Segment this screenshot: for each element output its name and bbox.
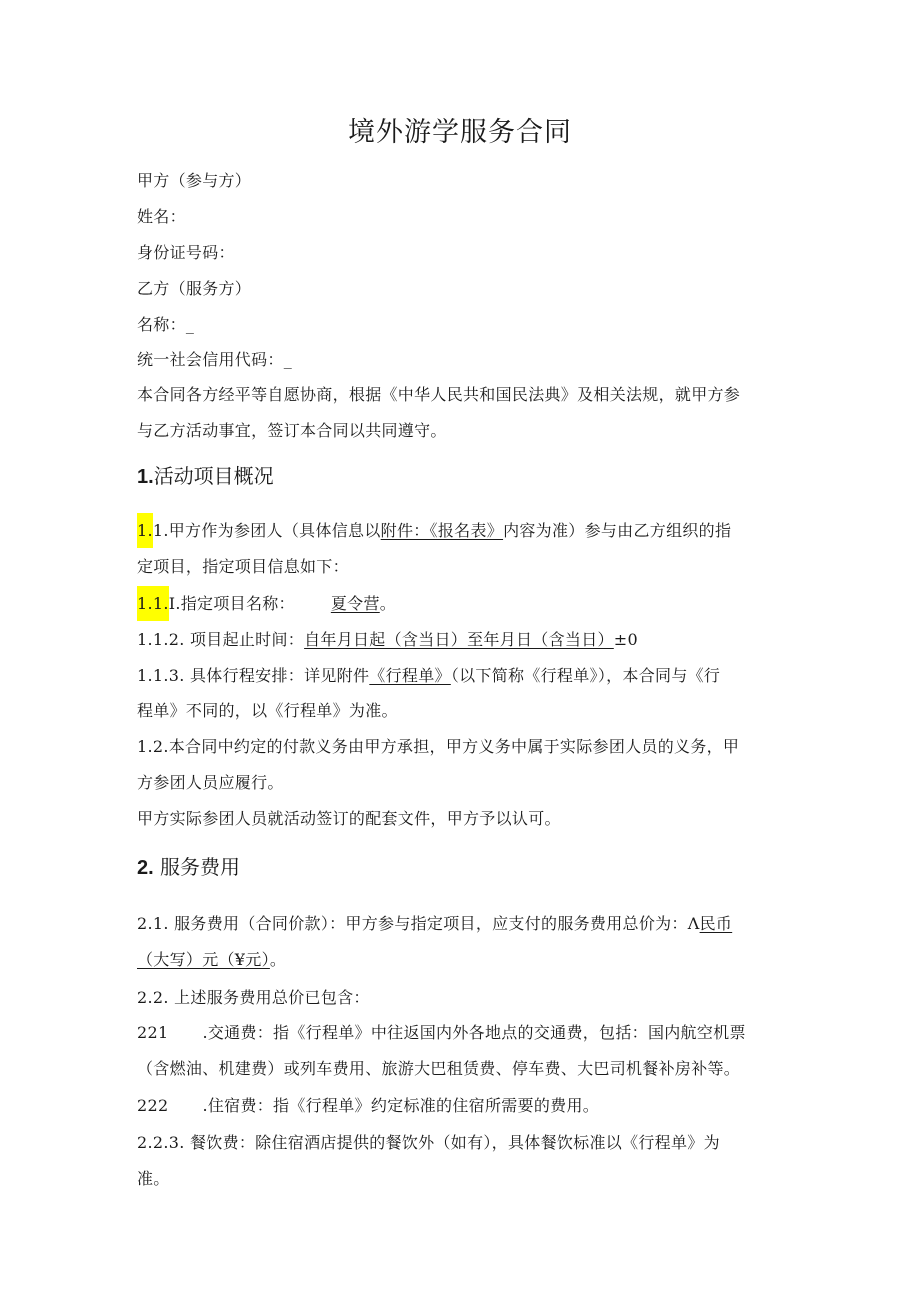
- attachment-itinerary-link[interactable]: 《行程单》: [369, 666, 451, 685]
- party-b-credit-label: 统一社会信用代码：_: [137, 350, 293, 369]
- party-a-header: 甲方（参与方）: [137, 171, 252, 190]
- party-a-id-label: 身份证号码：: [137, 243, 235, 262]
- clause-1-1-line-1: [137, 518, 731, 541]
- clause-2-2-1-number: 221: [137, 1023, 169, 1042]
- clause-2-1-line-1: [137, 911, 732, 934]
- section-1-title: 活动项目概况: [153, 464, 274, 488]
- fee-currency-value: 民币: [699, 914, 733, 933]
- document-title: 境外游学服务合同: [348, 117, 572, 148]
- clause-1-1-line-2: 定项目，指定项目信息如下：: [137, 557, 349, 576]
- clause-1-1-pre: 1.甲方作为参团人（具体信息以: [152, 521, 381, 540]
- clause-2-2-1-line-1: [137, 1020, 746, 1043]
- clause-1-1-2: [137, 627, 638, 650]
- clause-2-1-line-2: [137, 947, 286, 970]
- highlight-mark: 1.: [137, 513, 153, 548]
- clause-1-1-1-pre: I.指定项目名称：: [168, 594, 295, 613]
- clause-1-1-3-pre: 1.1.3. 具体行程安排：详见附件: [137, 666, 370, 685]
- clause-2-2-1-line-2: （含燃油、机建费）或列车费用、旅游大巴租赁费、停车费、大巴司机餐补房补等。: [137, 1059, 741, 1078]
- clause-2-1-post: 。: [269, 950, 287, 969]
- clause-2-2-2-text: .住宿费：指《行程单》约定标准的住宿所需要的费用。: [202, 1096, 600, 1115]
- clause-1-1-post: 内容为准）参与由乙方组织的指: [503, 521, 732, 540]
- clause-2-2: 2.2. 上述服务费用总价已包含：: [137, 988, 370, 1007]
- clause-2-1-pre: 2.1. 服务费用（合同价款）：甲方参与指定项目，应支付的服务费用总价为：Λ: [137, 914, 700, 933]
- clause-2-2-3-line-2: 准。: [137, 1169, 170, 1188]
- clause-1-1-1-post: 。: [379, 594, 397, 613]
- section-2-title: 服务费用: [160, 855, 241, 879]
- clause-1-1-3-line-2: 程单》不同的，以《行程单》为准。: [137, 701, 398, 720]
- clause-1-1-2-post: ±0: [613, 630, 638, 649]
- project-dates-value: 自年月日起（含当日）至年月日（含当日）: [304, 630, 614, 649]
- party-a-name-label: 姓名：: [137, 207, 186, 226]
- preamble-line-1: 本合同各方经平等自愿协商，根据《中华人民共和国民法典》及相关法规，就甲方参: [137, 385, 741, 404]
- section-1-note: 甲方实际参团人员就活动签订的配套文件，甲方予以认可。: [137, 809, 561, 828]
- clause-1-2-line-2: 方参团人员应履行。: [137, 773, 284, 792]
- fee-amount-value: （大写）元（¥元）: [137, 950, 270, 969]
- attachment-registration-link[interactable]: 附件：《报名表》: [380, 521, 504, 540]
- section-2-heading: [137, 851, 240, 880]
- project-name-value: 夏令营: [330, 594, 380, 613]
- highlight-mark: 1.1.: [137, 586, 169, 621]
- clause-2-2-1-text: .交通费：指《行程单》中往返国内外各地点的交通费，包括：国内航空机票: [202, 1023, 746, 1042]
- clause-1-2-line-1: 1.2.本合同中约定的付款义务由甲方承担，甲方义务中属于实际参团人员的义务，甲: [137, 737, 740, 756]
- section-1-heading: [137, 460, 274, 489]
- section-2-number: 2.: [137, 857, 154, 879]
- clause-1-1-3-post: （以下简称《行程单》），本合同与《行: [450, 666, 721, 685]
- clause-1-1-2-pre: 1.1.2. 项目起止时间：: [137, 630, 305, 649]
- clause-1-1-1: [137, 591, 396, 614]
- clause-2-2-3-line-1: 2.2.3. 餐饮费：除住宿酒店提供的餐饮外（如有），具体餐饮标准以《行程单》为: [137, 1133, 720, 1152]
- section-1-number: 1.: [137, 466, 154, 488]
- party-b-name-label: 名称：_: [137, 315, 195, 334]
- clause-1-1-3-line-1: [137, 663, 720, 686]
- party-b-header: 乙方（服务方）: [137, 279, 252, 298]
- clause-2-2-2: [137, 1093, 599, 1116]
- preamble-line-2: 与乙方活动事宜，签订本合同以共同遵守。: [137, 421, 447, 440]
- clause-2-2-2-number: 222: [137, 1096, 169, 1115]
